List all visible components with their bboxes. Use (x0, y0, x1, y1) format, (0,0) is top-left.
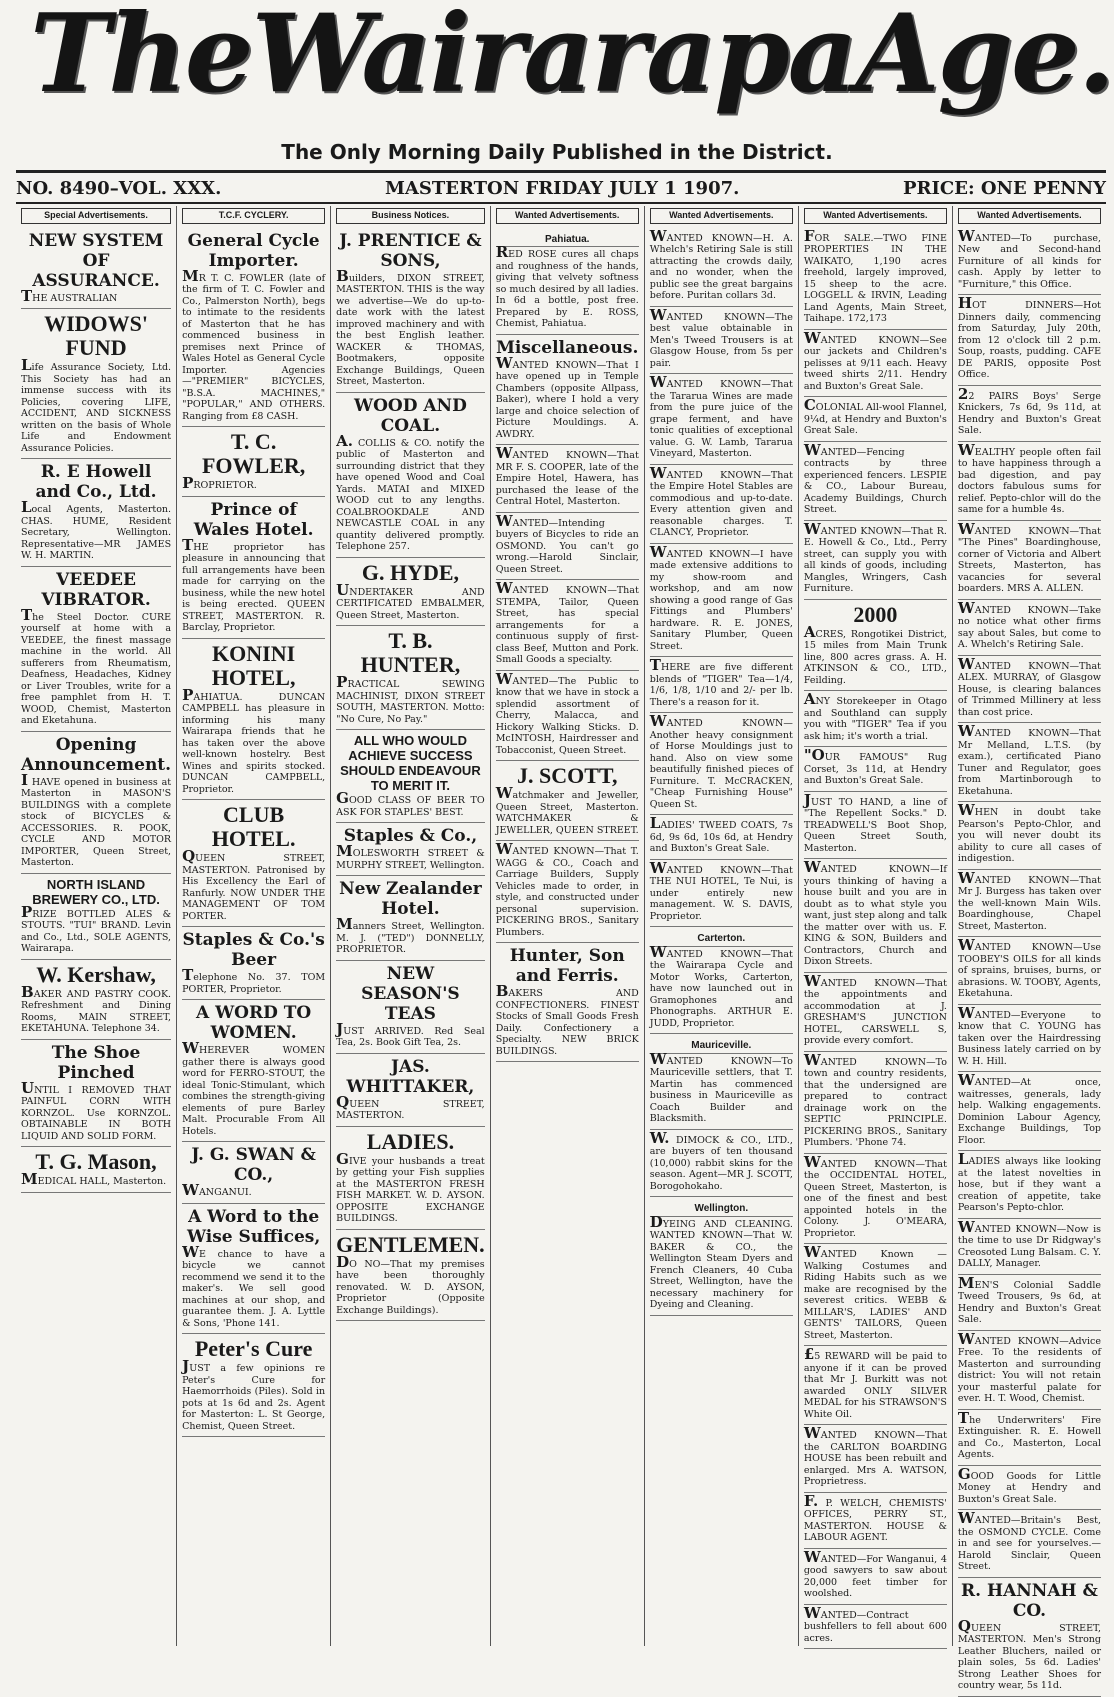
bottom-rule (16, 202, 1106, 204)
advertisement (958, 442, 1101, 521)
ad-heading: Prince of Wales Hotel. (193, 499, 314, 540)
advertisement (804, 228, 947, 330)
ad-body: WANTED—The Public to know that we have in stock a splendid assortment of Cherry, Malacca, and Hickory Walking Sticks. D. McINTOSH, Hairdresser and Tobacconist, Queen Street. (495, 669, 639, 756)
ad-heading: Opening Announcement. (21, 734, 172, 775)
ad-body: JUST a few opinions re Peter's Cure for Haemorrhoids (Piles). Sold in pots at 1s 6d and 2s. Agent for Masterton: L. St George, Chemist, Queen Street. (182, 1357, 326, 1432)
dateline (16, 176, 1106, 200)
advertisement (804, 1493, 947, 1549)
column-header: Business Notices. (336, 208, 485, 224)
advertisement (336, 730, 485, 823)
ad-heading: The Shoe Pinched (51, 1042, 141, 1083)
advertisement (650, 228, 793, 307)
ad-heading: KONINI HOTEL, (211, 640, 296, 690)
ad-body: WANTED KNOWN—That Mr J. Burgess has taken over the well-known Main Wils. Boardinghouse, Chapel Street, Masterton. (957, 868, 1101, 932)
ad-heading: T. G. Mason, (35, 1149, 157, 1174)
advertisement (336, 228, 485, 393)
advertisement (21, 309, 171, 459)
ad-body: DYEING AND CLEANING. WANTED KNOWN—That W. BAKER & CO., the Wellington Steam Dyers and French Cleaners, 40 Cuba Street, Wellington, have the necessary machinery for Dyeing and Cleaning. (649, 1212, 793, 1310)
ad-heading: ALL WHO WOULD ACHIEVE SUCCESS SHOULD ENDEAVOUR TO MERIT IT. (340, 733, 481, 793)
ad-body: WANTED KNOWN—That MR F. S. COOPER, late of the Empire Hotel, Hawera, has purchased the lease of the Central Hotel, Masterton. (495, 444, 639, 507)
advertisement (496, 228, 639, 335)
advertisement (182, 1334, 325, 1437)
advertisement (958, 656, 1101, 724)
column-3 (330, 206, 490, 1646)
ad-body: The Steel Doctor. CURE yourself at home with a VEEDEE, the finest massage machine in the world. All sufferers from Rheumatism, Deafness, Headaches, Kidney or Liver Troubles, write for a free pamphlet from H. T. WOOD, Chemist, Masterton and Eketahuna. (21, 605, 172, 726)
ad-body: WANTED KNOWN—That "The Pines" Boardinghouse, corner of Victoria and Albert Streets, Masterton, has vacancies for several boarders. MRS A. ALLEN. (957, 519, 1101, 594)
ad-heading: Wellington. (650, 1200, 793, 1217)
advertisement (21, 228, 171, 310)
ad-body: "OUR FAMOUS" Rug Corset, 3s 11d, at Hendry and Buxton's Great Sale. (803, 746, 947, 786)
advertisement (804, 1244, 947, 1346)
advertisement (650, 544, 793, 658)
advertisement (182, 639, 325, 801)
ad-body: RED ROSE cures all chaps and roughness of the hands, giving that velvety softness so much desired by all ladies. In 6d a bottle, post free. Prepared by E. ROSS, Chemist, Pahiatua. (495, 243, 639, 329)
ad-heading: Carterton. (650, 930, 793, 947)
advertisement (496, 671, 639, 762)
ad-body: GIVE your husbands a treat by getting your Fish supplies at the MASTERTON FRESH FISH MARKET. W. D. AYSON. OPPOSITE EXCHANGE BUILDINGS. (336, 1149, 485, 1224)
advertisement (958, 1331, 1101, 1410)
ad-body: WANTED KNOWN—That T. WAGG & CO., Coach and Carriage Builders, Supply Vehicles made to order, in style, and constructed under personal supervision. PICKERING BROS., Sanitary Plumbers. (495, 840, 639, 938)
ad-body: WANTED Known — Walking Costumes and Riding Habits such as we make are recognised by the severest critics. WEBB & MILLAR'S, LADIES' AND GENTS' TAILORS, Queen Street, Masterton. (803, 1243, 947, 1341)
advertisement (336, 626, 485, 730)
advertisement (182, 228, 325, 428)
ad-body: WHEREVER WOMEN gather there is always good word for FERRO-STOUT, the ideal Tonic-Stimulant, which combines the strength-giving elements of pure Barley Malt. Procurable From All Hotels. (182, 1039, 326, 1137)
ad-body: WANTED KNOWN—That the Wairarapa Cycle and Motor Works, Carterton, have now launched out in Gramophones and Phonographs. ARTHUR E. JUDD, Proprietor. (649, 942, 793, 1029)
ad-body: PRIZE BOTTLED ALES & STOUTS. "TUI" BRAND. Levin and Co., Ltd., SOLE AGENTS, Wairarapa. (21, 902, 172, 954)
advertisement (182, 927, 325, 1000)
ad-heading: J. G. SWAN & CO., (191, 1145, 316, 1185)
ad-body: GOOD CLASS OF BEER TO ASK FOR STAPLES' BEST. (336, 789, 485, 818)
ad-body: I HAVE opened in business at Masterton in MASON'S BUILDINGS with a complete stock of BICYCLES & ACCESSORIES. R. POOK, CYCLE AND MOTOR IMPORTER, Queen Street, Masterton. (21, 770, 172, 868)
ad-heading: J. PRENTICE & SONS, (339, 230, 482, 271)
ad-body: ACRES, Rongotikei District, 15 miles from Main Trunk line, 800 acres grass. A. H. ATKINSON & CO., LTD., Feilding. (803, 622, 947, 686)
advertisement (21, 459, 171, 567)
advertisement (804, 397, 947, 442)
ad-body: MOLESWORTH STREET & MURPHY STREET, Wellington. (336, 842, 485, 871)
advertisement (21, 960, 171, 1040)
ad-body: QUEEN STREET, MASTERTON. Men's Strong Leather Bluchers, nailed or plain soles, 5s 6d. Ladies' Strong Leather Shoes for country wear, 5s 11d. (957, 1616, 1101, 1691)
column-header: Wanted Advertisements. (496, 208, 639, 224)
ad-body: Telephone No. 37. TOM PORTER, Proprietor. (182, 966, 326, 995)
ad-body: LADIES' TWEED COATS, 7s 6d, 9s 6d, 10s 6d, at Hendry and Buxton's Great Sale. (649, 814, 793, 854)
ad-body: PAHIATUA. DUNCAN CAMPBELL has pleasure in informing his many Wairarapa friends that he has taken over the above well-known hostelry. Best Wines and spirits stocked. DUNCAN CAMPBELL, Proprietor. (182, 685, 326, 795)
ad-body: Life Assurance Society, Ltd. This Society has had an immense success with its Policies, covering LIFE, ACCIDENT, AND SICKNESS written on the basis of Whole Life and Endowment Assurance Policies. (21, 356, 172, 454)
ad-heading: Staples & Co.'s Beer (182, 930, 325, 970)
ad-body: WEALTHY people often fail to have happiness through a bad digestion, and pay doctors fabulous sums for relief. Pepto-chlor will do the same for a humble 4s. (957, 440, 1101, 515)
advertisement (496, 513, 639, 581)
ad-heading: Hunter, Son and Ferris. (509, 946, 625, 986)
ad-body: WANTED KNOWN—To Mauriceville settlers, that T. Martin has commenced business in Mauriceville as Coach Builder and Blacksmith. (649, 1049, 793, 1124)
column-1 (16, 206, 176, 1646)
ad-body: WANTED KNOWN—If yours thinking of having a house built and you are in doubt as to what style you want, just step along and talk the matter over with us. F. KING & SON, Builders and Contractors, Church and Dixon Streets. (803, 858, 947, 967)
advertisement (958, 600, 1101, 656)
issue-price: PRICE: ONE PENNY (902, 177, 1106, 199)
ad-body: MEDICAL HALL, Masterton. (21, 1170, 167, 1188)
advertisement (804, 691, 947, 747)
ad-heading: LADIES. (366, 1128, 455, 1154)
ad-body: WANTED KNOWN—That the appointments and accommodation at J. GRESHAM'S JUNCTION HOTEL, CARSWELL S, provide every comfort. (803, 971, 947, 1046)
advertisement (804, 1154, 947, 1245)
column-2 (176, 206, 330, 1646)
ad-body: UNDERTAKER AND CERTIFICATED EMBALMER, Queen Street, Masterton. (336, 580, 485, 621)
ad-heading: Miscellaneous. (496, 337, 639, 358)
advertisement (496, 335, 639, 446)
advertisement (21, 1147, 171, 1193)
ad-body: THE proprietor has pleasure in announcing that full arrangements have been made for carrying on the business, while the new hotel is being erected. QUEEN STREET, MASTERTON. R. Barclay, Proprietor. (182, 535, 326, 633)
advertisement (804, 1346, 947, 1425)
title-word-2: Wairarapa (251, 0, 856, 117)
ad-heading: W. Kershaw, (36, 961, 156, 987)
ad-heading: VEEDEE VIBRATOR. (41, 569, 151, 610)
ad-body: QUEEN STREET, MASTERTON. (336, 1092, 485, 1121)
advertisement (958, 1005, 1101, 1073)
column-5 (644, 206, 798, 1646)
ad-heading: New Zealander Hotel. (339, 879, 482, 919)
ad-heading: GENTLEMEN. (336, 1231, 485, 1257)
ad-body: Watchmaker and Jeweller, Queen Street, Masterton. WATCHMAKER & JEWELLER, QUEEN STREET. (495, 784, 639, 836)
advertisement (650, 1034, 793, 1130)
ad-body: DO NO—That my premises have been thoroughly renovated. W. D. AYSON, Proprietor (Opposite Exchange Buildings). (336, 1252, 485, 1316)
advertisement (336, 393, 485, 558)
ad-body: WANTED KNOWN—To town and country residents, that the undersigned are prepared to contract drainage work on the SEPTIC PRINCIPLE. PICKERING BROS., Sanitary Plumbers. 'Phone 74. (803, 1050, 947, 1148)
ad-heading: T. B. HUNTER, (360, 628, 461, 677)
advertisement (804, 973, 947, 1052)
ad-body: PROPRIETOR. (182, 474, 257, 492)
ad-body: WANTED KNOWN—That the Empire Hotel Stables are commodious and up-to-date. Every attention given and reasonable charges. T. CLANCY, Proprietor. (649, 463, 793, 538)
ad-heading: T. C. FOWLER, (201, 429, 306, 478)
ad-body: FOR SALE.—TWO FINE PROPERTIES IN THE WAIKATO, 1,190 acres freehold, largely improved, 15 sheep to the acre. LOGGELL & IRVIN, Leading Land Agents, Main Street, Taihape. 172,173 (803, 226, 947, 324)
advertisement (958, 1410, 1101, 1466)
ad-body: WANTED KNOWN—Now is the time to use Dr Ridgway's Creosoted Lung Balsam. C. Y. DALLY, Manager. (957, 1217, 1101, 1269)
ad-body: WANGANUI. (182, 1181, 252, 1199)
advertisement (650, 713, 793, 815)
ad-body: WANTED—Britain's Best, the OSMOND CYCLE. Come in and see for yourselves.—Harold Sinclair, Queen Street. (957, 1509, 1101, 1572)
ad-heading: A Word to the Wise Suffices, (186, 1206, 321, 1247)
ad-body: UNTIL I REMOVED THAT PAINFUL CORN WITH KORNZOL. Use KORNZOL. OBTAINABLE IN BOTH LIQUID AND SOLID FORM. (21, 1078, 172, 1142)
ad-body: WANTED KNOWN—I have made extensive additions to my show-room and workshop, and am now showing a good range of Gas Fittings and Plumbers' hardware. R. E. JONES, Sanitary Plumber, Queen Street. (649, 542, 793, 652)
advertisement (182, 1142, 325, 1204)
ad-heading: R. HANNAH & CO. (961, 1580, 1098, 1621)
ad-body: WANTED KNOWN—The best value obtainable in Men's Tweed Trousers is at Glasgow House, from 5s per pair. (649, 305, 793, 369)
advertisement (958, 723, 1101, 802)
advertisement (804, 330, 947, 398)
ad-body: WANTED KNOWN—Advice Free. To the residents of Masterton and surrounding district: You will not retain your masterful palate for ever. H. T. Wood, Chemist. (957, 1329, 1101, 1404)
advertisement (21, 874, 171, 960)
ad-heading: 2000 (853, 601, 898, 627)
ad-body: Manners Street, Wellington. M. J. ("TED") DONNELLY, PROPRIETOR. (336, 915, 485, 955)
advertisement (804, 859, 947, 973)
ad-body: BAKER AND PASTRY COOK. Refreshment and Dining Rooms, MAIN STREET, EKETAHUNA. Telephone 34. (21, 982, 172, 1034)
advertisement (804, 1425, 947, 1493)
advertisement (336, 1230, 485, 1322)
ad-body: WANTED KNOWN—That STEMPA, Tailor, Queen Street, has special arrangements for a continuous supply of first-class Beef, Mutton and Pork. Small Goods a specialty. (495, 579, 639, 665)
advertisement (804, 792, 947, 860)
ad-body: WANTED KNOWN—That THE NUI HOTEL, Te Nui, is under entirely new management. W. S. DAVIS, Proprietor. (649, 858, 793, 922)
ad-body: WANTED KNOWN—H. A. Whelch's Retiring Sale is still attracting the crowds daily, and no wonder, when the public see the great bargains before. Puritan collars 3d. (649, 226, 793, 301)
ad-heading: Pahiatua. (496, 231, 639, 248)
ad-heading: NEW SEASON'S TEAS (361, 963, 460, 1024)
ad-heading: NORTH ISLAND BREWERY CO., LTD. (32, 876, 160, 907)
ad-body: Builders, DIXON STREET, MASTERTON. THIS is the way we advertise—We do up-to-date work with the latest improved machinery and with the best English leather. WACKER & THOMAS, Bootmakers, opposite Exchange Buildings, Queen Street, Masterton. (336, 266, 485, 387)
advertisement (650, 927, 793, 1034)
ad-body: WANTED—Intending buyers of Bicycles to ride an OSMOND. You can't go wrong.—Harold Sinclair, Queen Street. (495, 511, 639, 575)
advertisement (336, 823, 485, 876)
column-7 (952, 206, 1106, 1691)
ad-body: ANY Storekeeper in Otago and Southland can supply you with "TIGER" Tea if you ask him; it's worth a trial. (803, 690, 947, 742)
advertisement (958, 228, 1101, 296)
advertisement (804, 521, 947, 600)
ad-body: JUST ARRIVED. Red Seal Tea, 2s. Book Gift Tea, 2s. (336, 1019, 485, 1048)
masthead (0, 0, 1114, 164)
ad-heading: Staples & Co., (343, 826, 478, 846)
advertisement (336, 876, 485, 961)
ad-body: GOOD Goods for Little Money at Hendry and Buxton's Great Sale. (957, 1464, 1101, 1505)
ad-body: WANTED—Fencing contracts by three experienced fencers. LESPIE & CO., Labour Bureau, Academy Buildings, Church Street. (803, 440, 947, 515)
ad-body: WANTED KNOWN—That R. E. Howell & Co., Ltd., Perry street, can supply you with all kinds of goods, including Mangles, Wringers, Cash Furniture. (803, 519, 947, 594)
column-header: T.C.F. CYCLERY. (182, 208, 325, 224)
advertisement (21, 732, 171, 874)
advertisement (650, 1130, 793, 1198)
column-header: Wanted Advertisements. (650, 208, 793, 224)
ad-body: A. COLLIS & CO. notify the public of Masterton and surrounding district that they have opened Wood and Coal Yards. MATAI and MIXED WOOD cut to any lengths. COALBROOKDALE AND NEWCASTLE COAL in any quantity delivered promptly. Telephone 257. (336, 431, 485, 552)
ad-body: THE AUSTRALIAN (21, 286, 118, 305)
ad-body: F. P. WELCH, CHEMISTS' OFFICES, PERRY ST., MASTERTON. HOUSE & LABOUR AGENT. (803, 1491, 947, 1543)
advertisement (650, 860, 793, 928)
advertisement (182, 497, 325, 639)
top-rule (16, 170, 1106, 173)
ad-heading: G. HYDE, (361, 559, 460, 585)
ad-heading: NEW SYSTEM OF ASSURANCE. (28, 230, 164, 291)
ad-body: WANTED KNOWN—That the OCCIDENTAL HOTEL, Queen Street, Masterton, is one of the finest and best appointed hotels in the Colony. J. O'MEARA, Proprietor. (803, 1152, 947, 1239)
advertisement (650, 1197, 793, 1316)
advertisement (804, 747, 947, 792)
ad-heading: WIDOWS' FUND (44, 311, 148, 360)
advertisement (958, 802, 1101, 870)
ad-body: WANTED KNOWN—That the Tararua Wines are made from the pure juice of the grape ferment, and have tonic qualities of exceptional value. G. W. Lamb, Tararua Vineyard, Masterton. (649, 373, 793, 459)
ad-body: MR T. C. FOWLER (late of the firm of T. C. Fowler and Co., Palmerston North), begs to intimate to the residents of Masterton that he has commenced business in premises next Prince of Wales Hotel as General Cycle Importer. Agencies—"PREMIER" BICYCLES, "B.S.A. MACHINES," "POPULAR," AND OTHERS. Ranging from £8 CASH. (182, 266, 326, 422)
advertisement (650, 374, 793, 465)
column-6 (798, 206, 952, 1646)
advertisement (182, 1204, 325, 1335)
column-header: Special Advertisements. (21, 208, 171, 224)
newspaper-title (30, 0, 1114, 117)
ad-body: LADIES always like looking at the latest novelties in hose, but if they want a creation of appetite, take Pearson's Pepto-chlor. (957, 1150, 1101, 1213)
advertisement (958, 1072, 1101, 1151)
advertisement (496, 445, 639, 513)
advertisement (182, 800, 325, 927)
advertisement (958, 1275, 1101, 1331)
advertisement (336, 961, 485, 1054)
ad-body: W. DIMOCK & CO., LTD., are buyers of ten thousand (10,000) rabbit skins for the season. Agent—MR J. SCOTT, Borogohokaho. (649, 1128, 793, 1192)
advertisement (958, 937, 1101, 1005)
advertisement (958, 521, 1101, 600)
advertisement (496, 580, 639, 671)
advertisement (21, 567, 171, 732)
ad-body: WANTED KNOWN—That Mr Melland, L.T.S. (by exam.), certificated Piano Tuner and Regulator, goes from Martinborough to Eketahuna. (957, 722, 1101, 797)
issue-number: NO. 8490–VOL. XXX. (16, 177, 222, 199)
ad-heading: J. SCOTT, (517, 763, 618, 788)
ad-body: WANTED—For Wanganui, 4 good sawyers to saw about 20,000 feet timber for woolshed. (803, 1547, 947, 1599)
issue-date: MASTERTON FRIDAY JULY 1 1907. (385, 177, 740, 199)
advertisement (804, 1605, 947, 1650)
newspaper-subtitle: The Only Morning Daily Published in the District. (281, 140, 833, 164)
ad-body: WANTED KNOWN—That ALEX. MURRAY, of Glasgow House, is clearing balances of Trimmed Millinery at less than cost price. (957, 654, 1101, 718)
advertisement (958, 1151, 1101, 1219)
advertisement (958, 386, 1101, 442)
ad-body: WANTED KNOWN—Use TOOBEY'S OILS for all kinds of sprains, bruises, burns, or abrasions. W. TOOBY, Agents, Eketahuna. (957, 936, 1101, 999)
advertisement (182, 1000, 325, 1142)
advertisement (958, 1578, 1101, 1697)
ad-body: WANTED—Contract bushfellers to fell about 600 acres. (803, 1603, 947, 1644)
ad-body: WANTED KNOWN—Take no notice what other firms say about Sales, but come to A. Whelch's Retiring Sale. (957, 598, 1101, 650)
ad-body: QUEEN STREET, MASTERTON. Patronised by His Excellency the Earl of Ranfurly. NOW UNDER THE MANAGEMENT OF TOM PORTER. (182, 847, 326, 922)
column-header: Wanted Advertisements. (804, 208, 947, 224)
ad-heading: JAS. WHITTAKER, (346, 1056, 475, 1097)
advertisement (804, 1549, 947, 1605)
ad-heading: General Cycle Importer. (187, 230, 320, 271)
ad-body: HOT DINNERS—Hot Dinners daily, commencing from Saturday, July 20th, from 12 o'clock till 2 p.m. Soup, roasts, pudding. CAFE DE PARIS, opposite Post Office. (957, 294, 1101, 380)
advertisement (496, 943, 639, 1062)
ad-body: BAKERS AND CONFECTIONERS. FINEST Stocks of Small Goods Fresh Daily. Confectionery a Specialty. NEW BRICK BUILDINGS. (495, 982, 639, 1057)
ad-heading: WOOD AND COAL. (354, 395, 467, 436)
ad-heading: R. E Howell and Co., Ltd. (35, 462, 157, 502)
advertisement (804, 442, 947, 521)
advertisement (650, 657, 793, 713)
advertisement (336, 1054, 485, 1127)
ad-body: WANTED—To purchase, New and Second-hand Furniture of all kinds for cash. Apply by letter to "Furniture," this Office. (957, 226, 1101, 290)
ad-body: WHEN in doubt take Pearson's Pepto-Chlor, and you will never doubt its ability to cure all cases of indigestion. (957, 801, 1101, 864)
advertisement (958, 295, 1101, 386)
ad-body: WANTED KNOWN—That the CARLTON BOARDING HOUSE has been rebuilt and enlarged. Mrs A. WATSON, Proprietress. (803, 1424, 947, 1487)
ad-body: WANTED KNOWN—Another heavy consignment of Horse Mouldings just to hand. Also on view some beautifully finished pieces of Furniture. T. McCRACKEN, "Cheap Furnishing House" Queen St. (649, 712, 793, 810)
ad-body: PRACTICAL SEWING MACHINIST, DIXON STREET SOUTH, MASTERTON. Motto: "No Cure, No Pay." (336, 673, 485, 725)
ad-body: WE chance to have a bicycle we cannot recommend we send it to the maker's. We sell good machines at our shop, and guarantee them. J. A. Lyttle & Sons, 'Phone 141. (182, 1242, 326, 1329)
ad-heading: Mauriceville. (650, 1037, 793, 1054)
column-4 (490, 206, 644, 1646)
ad-heading: CLUB HOTEL. (211, 802, 296, 851)
ad-body: WANTED KNOWN—That I have opened up in Temple Chambers (opposite Allpass, Baker), where I hold a very large and choice selection of Picture Mouldings. A. AWDRY. (495, 353, 639, 440)
ad-body: The Underwriters' Fire Extinguisher. R. E. Howell and Co., Masterton, Local Agents. (957, 1408, 1101, 1460)
advertisement (650, 465, 793, 544)
advertisement (958, 1510, 1101, 1578)
ad-body: WANTED KNOWN—See our jackets and Children's pelisses at 9/11 each. Heavy tweed shirts 2/11. Hendry and Buxton's Great Sale. (803, 328, 947, 392)
ad-body: Local Agents, Masterton. CHAS. HUME, Resident Secretary, Wellington. Representative—MR JAMES W. H. MARTIN. (21, 498, 172, 561)
ad-body: COLONIAL All-wool Flannel, 9¼d, at Hendry and Buxton's Great Sale. (803, 396, 947, 436)
advertisement (21, 1040, 171, 1148)
ad-body: MEN'S Colonial Saddle Tweed Trousers, 9s 6d, at Hendry and Buxton's Great Sale. (957, 1273, 1101, 1325)
advertisement (650, 815, 793, 860)
advertisement (496, 761, 639, 841)
ad-body: THERE are five different blends of "TIGER" Tea—1/4, 1/6, 1/8, 1/10 and 2/- per lb. There's a reason for it. (649, 656, 793, 708)
ad-body: £5 REWARD will be paid to anyone if it can be proved that Mr J. Burkitt was not awarded ONLY SILVER MEDAL for his STRAWSON'S White Oil. (803, 1345, 947, 1420)
ad-body: WANTED—At once, waitresses, generals, lady help. Walking engagements. Dominion Labour Agency, Exchange Buildings, Top Floor. (957, 1071, 1101, 1146)
advertisement (496, 841, 639, 943)
title-word-3: Age. (855, 0, 1114, 117)
ad-heading: Peter's Cure (194, 1336, 313, 1361)
advertisement (958, 1219, 1101, 1275)
title-word-1: The (30, 0, 252, 117)
ad-heading: A WORD TO WOMEN. (195, 1003, 312, 1043)
ad-body: JUST TO HAND, a line of "The Repellent Socks." D. TREADWELL'S Boot Shop, Queen Street South, Masterton. (803, 790, 947, 854)
advertisement (182, 427, 325, 497)
column-header: Wanted Advertisements. (958, 208, 1101, 224)
advertisement (336, 1127, 485, 1230)
advertisement (336, 558, 485, 627)
advertisement (804, 600, 947, 692)
advertisement (804, 1052, 947, 1154)
advertisement (958, 1466, 1101, 1511)
advertisement (958, 870, 1101, 938)
ad-body: 22 PAIRS Boys' Serge Knickers, 7s 6d, 9s 11d, at Hendry and Buxton's Great Sale. (957, 384, 1101, 436)
columns-container (16, 206, 1106, 1691)
advertisement (650, 307, 793, 375)
ad-body: WANTED—Everyone to know that C. YOUNG has taken over the Hairdressing Business lately carried on by W. H. Hill. (957, 1003, 1101, 1067)
